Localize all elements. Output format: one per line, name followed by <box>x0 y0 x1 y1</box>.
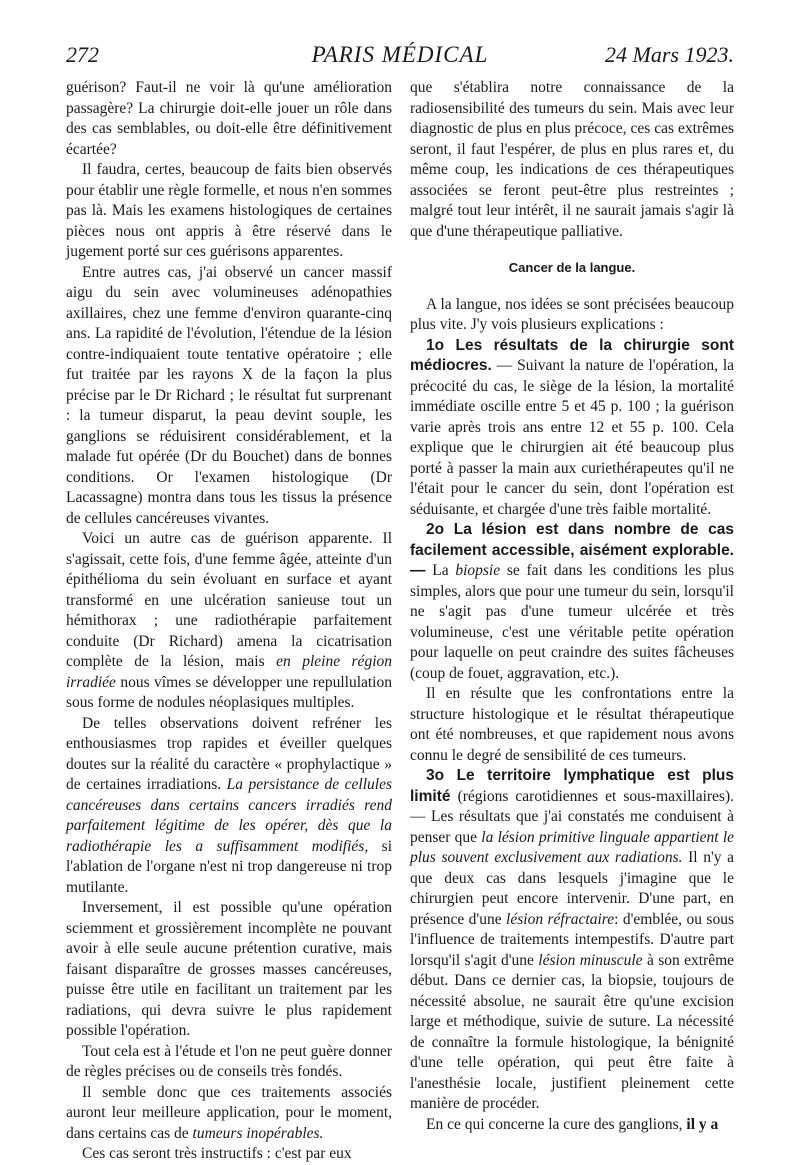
italic-run: la lésion primitive linguale appartient le plus souvent exclusivement aux radiations. <box>410 828 735 866</box>
page-header <box>66 42 734 78</box>
italic-run: tumeurs inopérables. <box>192 1124 324 1142</box>
paragraph: Ces cas seront très instructifs : c'est par eux <box>82 1145 352 1162</box>
paragraph <box>66 714 392 899</box>
paragraph: que s'établira notre connaissance de la radiosensibilité des tumeurs du sein. Mais avec leur diagnostic de plus en plus précoce, ces cas extrêmes seront, il faut l'espérer, de plus en plus rares et, du même coup, les indications de ces thérapeutiques associées se feront peut-être plus restreintes ; malgré tout leur intérêt, il ne saurait jamais s'agir là que d'une thérapeutique palliative. <box>410 79 734 240</box>
right-column <box>410 78 734 1135</box>
italic-run: lésion réfractaire <box>506 910 615 928</box>
bold-run: il y a <box>686 1115 719 1133</box>
text-run: si l'ablation de l'organe n'est ni trop dangereuse ni trop mutilante. <box>66 837 393 896</box>
paragraph: Il en résulte que les confrontations entre la structure histologique et le résultat thérapeutique ont été nombreuses, et que rapidement nous avons connu le degré de sensibilité de ces tumeurs. <box>410 685 734 764</box>
numbered-heading: 3o Le territoire lymphatique est plus limité <box>410 767 734 805</box>
italic-run: lésion minuscule <box>538 951 643 969</box>
left-column <box>66 78 392 1165</box>
numbered-heading: 1o Les résultats de la chirurgie sont médiocres. <box>410 336 734 374</box>
paragraph: Inversement, il est possible qu'une opération sciemment et grossièrement incomplète ne pouvant avoir à elle seule aucune prétention curative, mais faisant disparaître de grosses masses cancéreuses, puisse être utile en facilitant un traitement par les radiations, qui devra suivre le plus rapidement possible l'opération. <box>66 899 392 1039</box>
text-run: Il n'y a que deux cas dans lesquels j'imagine que le chirurgien peut encore intervenir. D'une part, en présence d'une <box>410 849 734 928</box>
text-run: à son extrême début. Dans ce dernier cas, la biopsie, toujours de nécessité absolue, ne saurait être qu'une excision large et méthodique, suivie de suture. La nécessité de connaître la formule histologique, la bénignité d'une telle opération, qui peut être faite à l'anesthésie locale, justifient pleinement cette manière de procéder. <box>410 951 735 1112</box>
italic-run: biopsie <box>455 562 501 579</box>
text-run: De telles observations doivent refréner les enthousiasmes trop rapides et éveiller quelques doutes sur la réalité du caractère « prophylactique » de certaines irradiations. <box>66 714 392 793</box>
paragraph: Entre autres cas, j'ai observé un cancer massif aigu du sein avec volumineuses adénopathies axillaires, chez une femme d'environ quarante-cinq ans. La rapidité de l'évolution, l'étendue de la lésion contre-indiquaient toute tentative opératoire ; elle fut traitée par les rayons X de la façon la plus précise par le Dr Richard ; le résultat fut surprenant : la tumeur disparut, la peau devint souple, les ganglions se réduisirent considérablement, et la malade fut opérée (Dr du Bouchet) dans de bonnes conditions. Or l'examen histologique (Dr Lacassagne) montra dans tous les tissus la présence de cellules cancéreuses vivantes. <box>66 263 392 527</box>
paragraph <box>410 766 734 1115</box>
paragraph <box>66 529 392 714</box>
italic-run: en pleine région irradiée <box>66 653 392 691</box>
text-run: : d'emblée, ou sous l'influence de traitements intempestifs. D'autre part lorsqu'il s'agit d'une <box>410 910 735 969</box>
text-run: nous vîmes se développer une repullulation sous forme de nodules néoplasiques multiples. <box>66 673 392 711</box>
text-run: En ce qui concerne la cure des ganglions, <box>426 1115 683 1133</box>
page-number: 272 <box>66 42 99 67</box>
section-heading: Cancer de la langue. <box>508 260 636 275</box>
paragraph: A la langue, nos idées se sont précisées beaucoup plus vite. J'y vois plusieurs explications : <box>410 295 734 333</box>
text-run: La <box>432 562 449 579</box>
text-run: Il semble donc que ces traitements associés auront leur meilleure application, pour le moment, dans certains cas de <box>66 1083 392 1142</box>
paragraph <box>410 520 734 684</box>
text-run: (régions carotidiennes et sous-maxillaires). — Les résultats que j'ai constatés me conduisent à penser que <box>410 787 734 846</box>
journal-title: PARIS MÉDICAL <box>311 42 489 67</box>
paragraph <box>410 336 734 521</box>
numbered-heading: 2o La lésion est dans nombre de cas facilement accessible, aisément explorable. — <box>410 521 734 579</box>
paragraph: Il faudra, certes, beaucoup de faits bien observés pour établir une règle formelle, et nous n'en sommes pas là. Mais les examens histologiques de certaines pièces nous ont appris à être réservé dans le jugement porté sur ces guérisons apparentes. <box>66 161 392 260</box>
paragraph <box>66 1083 392 1145</box>
paragraph <box>410 1115 734 1136</box>
text-run: Voici un autre cas de guérison apparente. Il s'agissait, cette fois, d'une femme âgée, atteinte d'un épithélioma du sein évoluant en surface et ayant transformé en une ulcération sanieuse tout un hémithorax ; une radiothérapie parfaitement conduite (Dr Richard) amena la cicatrisation complète de la lésion, mais <box>66 530 392 670</box>
paragraph: guérison? Faut-il ne voir là qu'une amélioration passagère? La chirurgie doit-elle jouer un rôle dans des cas semblables, ou doit-elle être définitivement écartée? <box>66 79 392 158</box>
issue-date: 24 Mars 1923. <box>605 42 734 67</box>
italic-run: La persistance de cellules cancéreuses dans certains cancers irradiés rend parfaitement légitime de les opérer, dès que la radiothérapie les a suffisamment modifiés, <box>66 776 393 855</box>
paragraph: Tout cela est à l'étude et l'on ne peut guère donner de règles précises ou de conseils très fondés. <box>66 1042 392 1080</box>
text-run: se fait dans les conditions les plus simples, alors que pour une tumeur du sein, lorsqu'il ne s'agit pas d'une tumeur ulcérée et très volumineuse, c'est une véritable petite opération pour laquelle on peut craindre des suites fâcheuses (coup de fouet, aggravation, etc.). <box>410 562 735 682</box>
text-run: — Suivant la nature de l'opération, la précocité du cas, le siège de la lésion, la mortalité immédiate oscille entre 5 et 45 p. 100 ; la guérison varie après trois ans entre 12 et 55 p. 100. Cela explique que le chirurgien ait été beaucoup plus porté à passer la main aux curiethérapeutes qu'il ne l'était pour le cancer du sein, dont l'opération est séduisante, et chargée d'une très faible mortalité. <box>410 357 735 518</box>
